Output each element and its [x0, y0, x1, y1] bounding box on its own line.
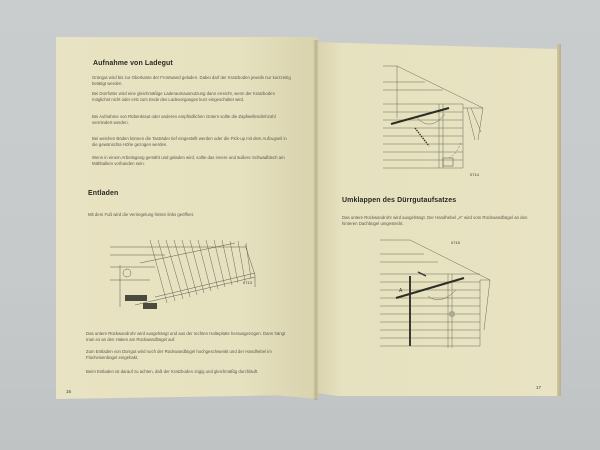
- heading-umklappen: Umklappen des Dürrgutaufsatzes: [342, 197, 457, 204]
- heading-entladen: Entladen: [88, 190, 119, 197]
- paragraph: Bei Aufnahme von Rübenkraut oder anderen empfindlichen Gütern sollte die Zapfwellendrehzahl vermindert werden.: [92, 114, 276, 125]
- paragraph: Bei Dürrfutter wird eine gleichmäßige Laderaumausnutzung dann erreicht, wenn der Kratzboden möglichst nicht oder erst zum Ende des Ladevorganges kurz eingeschaltet wird.: [92, 91, 275, 102]
- figure-label: 0713: [243, 280, 252, 285]
- page-edge: [557, 44, 561, 396]
- figure-tilt-hopper-1: [383, 62, 503, 172]
- figure-unloading-rack: [105, 235, 265, 315]
- figure-label: 0714: [470, 172, 479, 177]
- paragraph: Bei weichen Böden können die Tasträder tief eingestellt werden oder die Pick-up mit dem Aufzugseil in die gewünschte Höhe gezogen werden.: [92, 136, 287, 147]
- paragraph: Zum Entladen von Dürrgut wird noch der Rückwandbügel hochgeschwenkt und der Handhebel im Flacheisenbügel eingehakt.: [86, 349, 272, 360]
- heading-aufnahme: Aufnahme von Ladegut: [93, 60, 173, 67]
- paragraph: Grüngut wird bis zur Oberkante der Frontwand geladen. Dabei darf der Kratzboden jeweils nur kurzzeitig betätigt werden.: [92, 75, 291, 86]
- paragraph: Wenn in einem Arbeitsgang gemäht und geladen wird, sollte das innere und äußere Schwadblech am Mähbalken vorhanden sein.: [92, 155, 285, 166]
- figure-label: 0715: [451, 240, 460, 245]
- paragraph: Mit dem Fuß wird die Verriegelung hinten links geöffnet.: [88, 212, 194, 217]
- figure-tilt-hopper-2: [380, 238, 500, 358]
- paragraph: Das untere Rückwandrohr wird ausgehängt. Der Handhebel „A“ wird vom Rückwandbügel an den hinteren Dachbügel umgesteckt.: [342, 215, 528, 226]
- page-number-right: 17: [536, 385, 542, 390]
- figure-marker-a: A: [399, 288, 403, 294]
- book-spine: [313, 40, 319, 400]
- paragraph: Beim Entladen ist darauf zu achten, daß der Kratzboden zügig und gleichmäßig durchläuft.: [86, 369, 259, 374]
- paragraph: Das untere Rückwandrohr wird ausgehängt und aus der rechten Halteplatte herausgezogen. Dann hängt man es an den Haken am Rückwandbügel auf.: [86, 331, 286, 342]
- page-number-left: 16: [66, 389, 72, 394]
